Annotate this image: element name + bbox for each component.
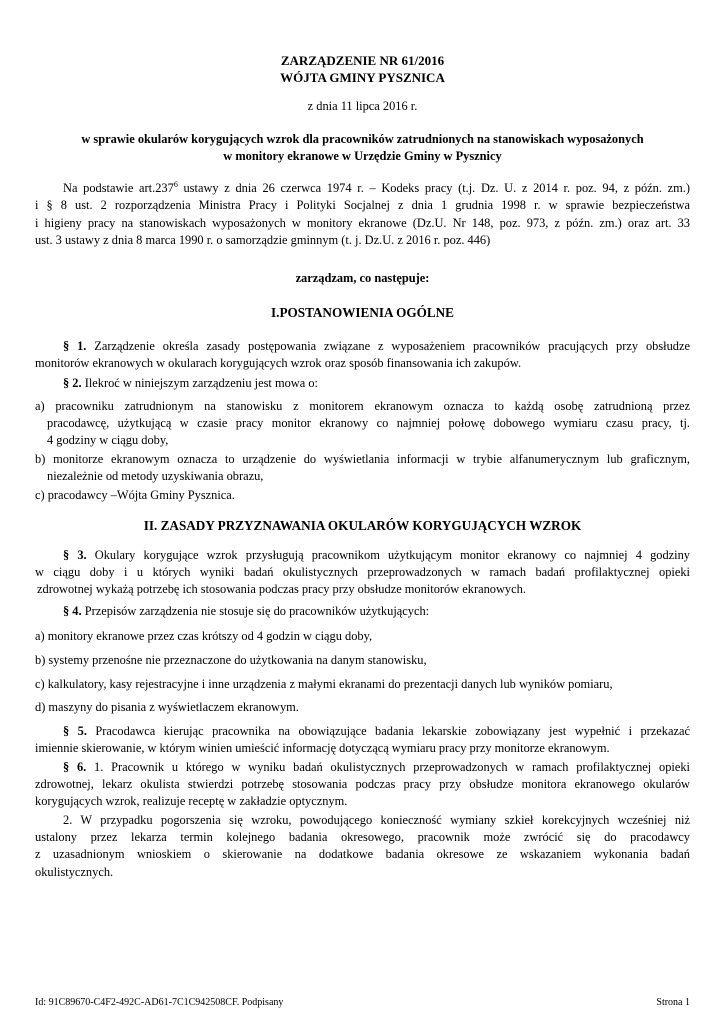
paragraph-1: [35, 338, 690, 372]
list-item-b: [35, 451, 690, 485]
paragraph-2-text: Ilekroć w niniejszym zarządzeniu jest mowa o:: [81, 376, 318, 390]
paragraph-6-mark: § 6.: [63, 760, 87, 774]
paragraph-3-line-1: [35, 547, 690, 564]
paragraph-6b-line-2: ustalony przez lekarza termin kolejnego badania okresowego, pracownik może zwrócić się do pracodawcy: [35, 830, 690, 845]
document-subject: [60, 131, 665, 165]
item-a-line-3: 4 godziny w ciągu doby,: [47, 433, 169, 448]
paragraph-4-mark: § 4.: [63, 604, 82, 618]
basis-line-1-pre: Na podstawie art.237: [63, 181, 174, 195]
list-item-4b: [35, 652, 690, 669]
item-a-line-1: a) pracowniku zatrudnionym na stanowisku z monitorem ekranowym oznacza to każdą osobę zatrudnioną przez: [35, 399, 690, 413]
paragraph-5: [35, 723, 690, 757]
paragraph-5-mark: § 5.: [63, 724, 87, 738]
paragraph-2-mark: § 2.: [63, 376, 82, 390]
paragraph-5-line-1: [35, 723, 690, 740]
item-b-line-1: b) monitorze ekranowym oznacza to urządzenie do wyświetlania informacji w trybie alfanumerycznym lub graficznym,: [35, 452, 690, 466]
subject-line-2: w monitory ekranowe w Urzędzie Gminy w Pysznicy: [223, 149, 502, 163]
section-1-heading: I.POSTANOWIENIA OGÓLNE: [271, 305, 454, 320]
basis-line-3: i higieny pracy na stanowiskach wyposażonych w monitory ekranowe (Dz.U. Nr 148, poz. 973, z późn. zm.) oraz art. 33: [35, 215, 690, 230]
paragraph-3-mark: § 3.: [63, 548, 87, 562]
paragraph-4: [35, 603, 690, 620]
paragraph-6b-line-1: 2. W przypadku pogorszenia się wzroku, powodującego konieczność wymiany szkieł korekcyjnych wcześniej niż: [63, 813, 690, 827]
footer-page-number: Strona 1: [656, 997, 690, 1008]
paragraph-3-text: Okulary korygujące wzrok przysługują pracownikom użytkującym monitor ekranowy co najmniej 4 godziny: [86, 548, 690, 562]
list-item-4d: [35, 699, 690, 716]
title-line-2: WÓJTA GMINY PYSZNICA: [280, 70, 445, 85]
basis-line-1: [35, 180, 690, 197]
paragraph-4-line-1: [35, 603, 690, 620]
basis-superscript: 6: [173, 179, 178, 189]
item-c-line-1: c) pracodawcy –Wójta Gminy Pysznica.: [35, 488, 235, 502]
list-item-4c: [35, 676, 690, 693]
paragraph-1-line-1: [35, 338, 690, 355]
item-4a: a) monitory ekranowe przez czas krótszy od 4 godzin w ciągu doby,: [35, 629, 373, 643]
paragraph-3-line-2: w ciągu doby i u których wyniki badań okulistycznych przeprowadzonych w ramach badań profilaktycznej opieki: [35, 565, 690, 580]
paragraph-5-text: Pracodawca kierując pracownika na obowiązujące badania lekarskie zobowiązany jest wypełnić i przekazać: [86, 724, 690, 738]
list-item-4a: [35, 628, 690, 645]
basis-line-1-post: ustawy z dnia 26 czerwca 1974 r. – Kodeks pracy (t.j. Dz. U. z 2014 r. poz. 94, z późn. zm.): [177, 181, 690, 195]
section-2-heading: II. ZASADY PRZYZNAWANIA OKULARÓW KORYGUJĄCYCH WZROK: [143, 518, 582, 533]
paragraph-3: [35, 547, 690, 599]
subject-line-1: w sprawie okularów korygujących wzrok dla pracowników zatrudnionych na stanowiskach wyposażonych: [81, 132, 644, 146]
footer-document-id: Id: 91C89670-C4F2-492C-AD61-7C1C942508CF. Podpisany: [35, 997, 284, 1008]
decree-statement: zarządzam, co następuje:: [295, 271, 430, 285]
paragraph-6-text: 1. Pracownik u którego w wyniku badań okulistycznych przeprowadzonych w ramach profilaktycznej opieki: [86, 760, 690, 774]
paragraph-2: [35, 375, 690, 392]
paragraph-1-line-2: monitorów ekranowych w okularach korygujących wzrok oraz sposób finansowania ich zakupów.: [35, 356, 522, 371]
item-4b: b) systemy przenośne nie przeznaczone do użytkowania na danym stanowisku,: [35, 653, 427, 667]
paragraph-6-point-2: [35, 812, 690, 881]
paragraph-6b-line-3: z uzasadnionym wnioskiem o skierowanie na dodatkowe badania okresowe ze wskazaniem wykonania badań: [35, 847, 690, 862]
item-4d: d) maszyny do pisania z wyświetlaczem ekranowym.: [35, 700, 299, 714]
paragraph-1-mark: § 1.: [63, 339, 87, 353]
list-item-c: [35, 487, 690, 504]
paragraph-6-line-1: [35, 759, 690, 776]
item-b-line-2: niezależnie od metody uzyskiwania obrazu,: [47, 469, 264, 484]
paragraph-1-text: Zarządzenie określa zasady postępowania związane z wyposażeniem pracowników pracujących przy obsłudze: [86, 339, 690, 353]
basis-line-2: i § 8 ust. 2 rozporządzenia Ministra Pracy i Polityki Socjalnej z dnia 1 grudnia 1998 r. w sprawie bezpieczeństwa: [35, 198, 690, 213]
paragraph-4-text: Przepisów zarządzenia nie stosuje się do pracowników użytkujących:: [81, 604, 430, 618]
paragraph-5-line-2: imiennie skierowanie, w którym winien umieścić informację dotyczącą wymiaru pracy przy monitorze ekranowym.: [35, 741, 610, 756]
item-a-line-2: pracodawcę, użytkującą w czasie pracy monitor ekranowy co najmniej połowę dobowego wymiaru czasu pracy, tj.: [47, 416, 690, 431]
paragraph-6-line-3: korygujących wzrok, realizuje receptę w zakładzie optycznym.: [35, 794, 348, 809]
paragraph-6b-line-4: okulistycznych.: [35, 864, 114, 879]
document-date: z dnia 11 lipca 2016 r.: [307, 99, 418, 113]
basis-line-4: ust. 3 ustawy z dnia 8 marca 1990 r. o samorządzie gminnym (t. j. Dz.U. z 2016 r. poz. 446): [35, 232, 491, 247]
paragraph-6: [35, 759, 690, 811]
document-title: [60, 52, 665, 86]
item-4c: c) kalkulatory, kasy rejestracyjne i inne urządzenia z małymi ekranami do prezentacji danych lub wyników pomiaru,: [35, 677, 613, 691]
paragraph-3-line-3: zdrowotnej wykażą potrzebę ich stosowania podczas pracy przy obsłudze monitorów ekranowych.: [37, 582, 526, 597]
paragraph-6-line-2: zdrowotnej, lekarz okulista stwierdzi potrzebę stosowania podczas pracy przy obsłudze monitora ekranowego okularów: [35, 777, 690, 792]
paragraph-2-line-1: [35, 375, 690, 392]
list-item-a: [35, 398, 690, 450]
legal-basis: [35, 180, 690, 249]
title-line-1: ZARZĄDZENIE NR 61/2016: [280, 53, 445, 68]
